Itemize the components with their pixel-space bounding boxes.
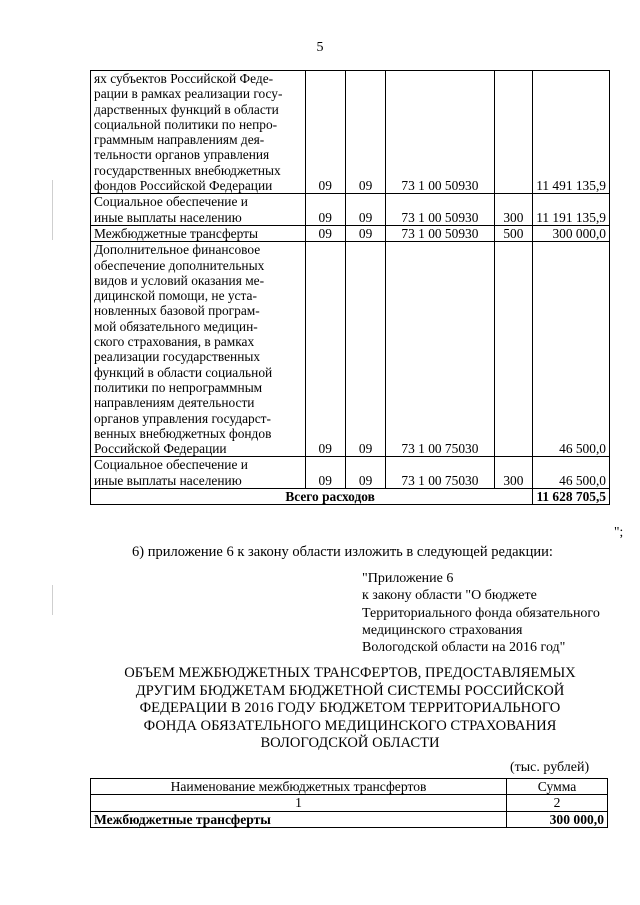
margin-mark [52, 585, 53, 615]
target-article-code: 73 1 00 75030 [386, 457, 494, 489]
target-article-code: 73 1 00 75030 [386, 242, 494, 457]
section-code: 09 [305, 242, 345, 457]
expense-row [91, 225, 610, 241]
total-row [91, 489, 610, 505]
subsection-code: 09 [345, 194, 385, 226]
target-article-code: 73 1 00 50930 [386, 225, 494, 241]
subsection-code: 09 [345, 225, 385, 241]
expense-row [91, 194, 610, 226]
title-line: ФОНДА ОБЯЗАТЕЛЬНОГО МЕДИЦИНСКОГО СТРАХОВАНИЯ [143, 717, 557, 734]
description-line: дицинской помощи, не уста- [94, 288, 257, 304]
description-line: функций в области социальной [94, 364, 273, 380]
total-amount: 11 628 705,5 [533, 489, 610, 505]
section-code: 09 [305, 194, 345, 226]
appendix-line: Территориального фонда обязательного [362, 605, 600, 621]
title-line: ДРУГИМ БЮДЖЕТАМ БЮДЖЕТНОЙ СИСТЕМЫ РОССИЙСКОЙ [135, 682, 565, 699]
description-line: государственных внебюджетных [94, 162, 281, 178]
row-name-cell: Межбюджетные трансферты [91, 811, 507, 827]
transfers-header-row [91, 779, 608, 795]
description-line: рации в рамках реализации госу- [94, 86, 283, 102]
subsection-code: 09 [345, 457, 385, 489]
instruction-text: 6) приложение 6 к закону области изложить в следующей редакции: [132, 544, 553, 560]
transfers-data-row [91, 811, 608, 827]
transfers-table [90, 778, 608, 828]
section-code: 09 [305, 457, 345, 489]
expense-type-code: 500 [494, 225, 533, 241]
closing-quote: "; [614, 524, 624, 539]
expense-row [91, 242, 610, 457]
index-sum-cell: 2 [507, 795, 608, 811]
expense-description [91, 194, 306, 226]
description-line: ского страхования, в рамках [94, 334, 255, 350]
subsection-code: 09 [345, 242, 385, 457]
description-line: видов и условий оказания ме- [94, 272, 265, 288]
amount: 11 491 135,9 [533, 71, 610, 194]
total-label: Всего расходов [91, 489, 533, 505]
expense-type-code: 300 [494, 457, 533, 489]
description-line: Российской Федерации [94, 441, 227, 457]
description-line: граммным направлениям дея- [94, 132, 265, 148]
description-line: венных внебюджетных фондов [94, 425, 272, 441]
description-line: ях субъектов Российской Феде- [94, 71, 274, 86]
appendix-line: "Приложение 6 [362, 571, 454, 586]
description-line: реализации государственных [94, 349, 261, 365]
section-code: 09 [305, 71, 345, 194]
subsection-code: 09 [345, 71, 385, 194]
description-line: новленных базовой програм- [94, 303, 260, 319]
description-line: мой обязательного медицин- [94, 318, 258, 334]
expense-description [91, 457, 306, 489]
amount: 300 000,0 [533, 225, 610, 241]
title-line: ОБЪЕМ МЕЖБЮДЖЕТНЫХ ТРАНСФЕРТОВ, ПРЕДОСТАВЛЯЕМЫХ [124, 665, 576, 681]
description-line: Социальное обеспечение и [94, 194, 248, 210]
appendix-line: Вологодской области на 2016 год" [362, 640, 566, 656]
target-article-code: 73 1 00 50930 [386, 71, 494, 194]
section-code: 09 [305, 225, 345, 241]
expense-type-code [494, 242, 533, 457]
description-line: обеспечение дополнительных [94, 257, 265, 273]
target-article-code: 73 1 00 50930 [386, 194, 494, 226]
index-name-cell: 1 [91, 795, 507, 811]
description-line: органов управления государст- [94, 410, 271, 426]
description-line: политики по непрограммным [94, 379, 263, 395]
units-label: (тыс. рублей) [510, 760, 590, 775]
appendix-header [362, 570, 600, 656]
expense-description [91, 242, 306, 457]
description-line: иные выплаты населению [94, 472, 242, 488]
expense-description [91, 225, 306, 241]
title-line: ВОЛОГОДСКОЙ ОБЛАСТИ [260, 735, 440, 752]
description-line: иные выплаты населению [94, 209, 242, 225]
description-line: Социальное обеспечение и [94, 457, 248, 473]
description-line: тельности органов управления [94, 147, 270, 163]
title-line: ФЕДЕРАЦИИ В 2016 ГОДУ БЮДЖЕТОМ ТЕРРИТОРИАЛЬНОГО [139, 700, 561, 717]
transfers-index-row [91, 795, 608, 811]
document-title [90, 665, 610, 753]
expense-type-code: 300 [494, 194, 533, 226]
amount: 11 191 135,9 [533, 194, 610, 226]
description-line: дарственных функций в области [94, 101, 279, 117]
expense-row [91, 457, 610, 489]
description-line: социальной политики по непро- [94, 116, 278, 132]
row-sum-cell: 300 000,0 [507, 811, 608, 827]
expense-type-code [494, 71, 533, 194]
page-number: 5 [316, 40, 324, 55]
appendix-line: медицинского страхования [362, 622, 523, 638]
description-line: направлениям деятельности [94, 395, 255, 411]
header-name-cell: Наименование межбюджетных трансфертов [91, 779, 507, 795]
amount: 46 500,0 [533, 242, 610, 457]
description-line: фондов Российской Федерации [94, 178, 273, 194]
expense-description [91, 71, 306, 194]
appendix-line: к закону области "О бюджете [362, 588, 537, 604]
expense-row [91, 71, 610, 194]
header-sum-cell: Сумма [507, 779, 608, 795]
expenses-table [90, 70, 610, 505]
margin-mark [52, 180, 53, 240]
amount: 46 500,0 [533, 457, 610, 489]
description-line: Межбюджетные трансферты [94, 225, 258, 241]
description-line: Дополнительное финансовое [94, 242, 261, 258]
